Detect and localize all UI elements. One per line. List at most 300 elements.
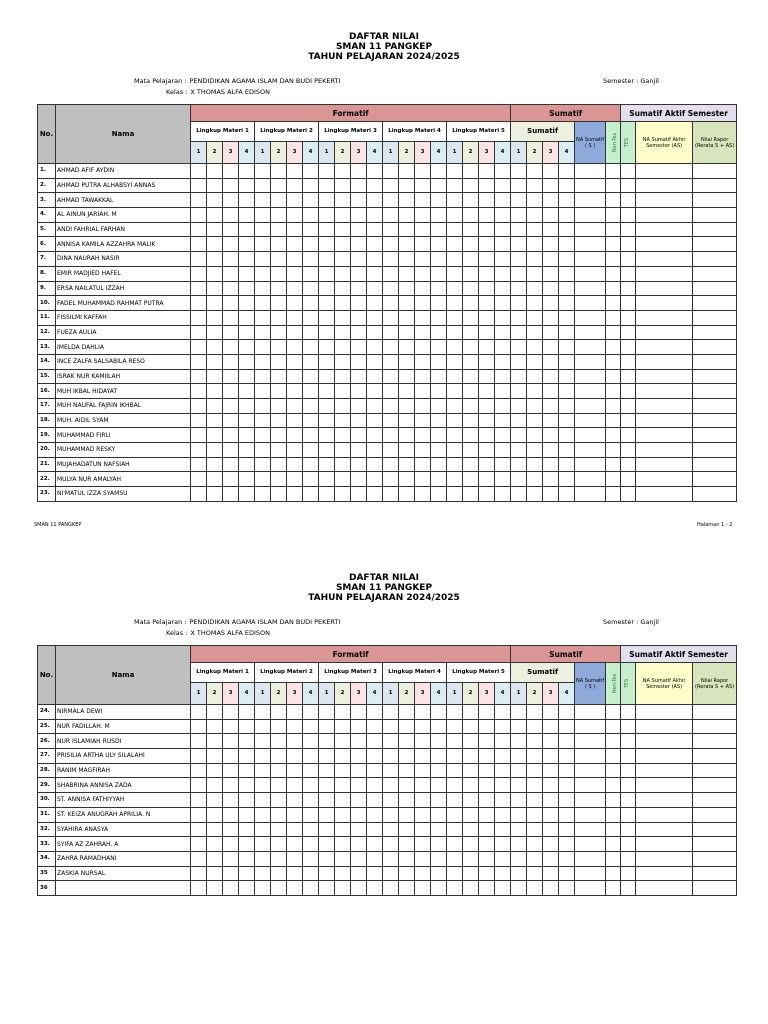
grade-cell[interactable] [495,340,511,355]
grade-cell[interactable] [399,266,415,281]
grade-cell[interactable] [239,443,255,458]
grade-cell[interactable] [543,281,559,296]
grade-cell[interactable] [693,793,737,808]
grade-cell[interactable] [431,705,447,720]
grade-cell[interactable] [239,822,255,837]
grade-cell[interactable] [399,296,415,311]
grade-cell[interactable] [223,822,239,837]
grade-cell[interactable] [383,325,399,340]
grade-cell[interactable] [575,807,606,822]
grade-cell[interactable] [575,472,606,487]
grade-cell[interactable] [271,384,287,399]
grade-cell[interactable] [415,822,431,837]
grade-cell[interactable] [271,487,287,502]
grade-cell[interactable] [527,164,543,179]
grade-cell[interactable] [575,369,606,384]
grade-cell[interactable] [191,310,207,325]
grade-cell[interactable] [415,837,431,852]
grade-cell[interactable] [223,457,239,472]
grade-cell[interactable] [255,340,271,355]
grade-cell[interactable] [303,778,319,793]
grade-cell[interactable] [399,866,415,881]
grade-cell[interactable] [415,399,431,414]
grade-cell[interactable] [463,296,479,311]
grade-cell[interactable] [239,705,255,720]
grade-cell[interactable] [511,164,527,179]
grade-cell[interactable] [319,369,335,384]
grade-cell[interactable] [636,778,693,793]
grade-cell[interactable] [239,487,255,502]
grade-cell[interactable] [399,807,415,822]
grade-cell[interactable] [527,296,543,311]
grade-cell[interactable] [693,428,737,443]
grade-cell[interactable] [636,340,693,355]
grade-cell[interactable] [636,266,693,281]
grade-cell[interactable] [287,472,303,487]
grade-cell[interactable] [383,763,399,778]
grade-cell[interactable] [367,719,383,734]
grade-cell[interactable] [431,719,447,734]
grade-cell[interactable] [335,457,351,472]
grade-cell[interactable] [271,881,287,896]
grade-cell[interactable] [191,325,207,340]
grade-cell[interactable] [415,164,431,179]
grade-cell[interactable] [621,369,636,384]
grade-cell[interactable] [223,369,239,384]
grade-cell[interactable] [399,837,415,852]
grade-cell[interactable] [335,881,351,896]
grade-cell[interactable] [693,837,737,852]
grade-cell[interactable] [527,778,543,793]
grade-cell[interactable] [319,164,335,179]
grade-cell[interactable] [543,237,559,252]
grade-cell[interactable] [223,296,239,311]
grade-cell[interactable] [207,164,223,179]
grade-cell[interactable] [271,413,287,428]
grade-cell[interactable] [271,369,287,384]
grade-cell[interactable] [621,354,636,369]
grade-cell[interactable] [575,734,606,749]
grade-cell[interactable] [287,384,303,399]
grade-cell[interactable] [255,413,271,428]
grade-cell[interactable] [191,281,207,296]
grade-cell[interactable] [383,837,399,852]
grade-cell[interactable] [383,881,399,896]
grade-cell[interactable] [271,252,287,267]
grade-cell[interactable] [606,763,621,778]
grade-cell[interactable] [207,837,223,852]
grade-cell[interactable] [271,705,287,720]
grade-cell[interactable] [575,325,606,340]
grade-cell[interactable] [383,705,399,720]
grade-cell[interactable] [399,472,415,487]
grade-cell[interactable] [383,851,399,866]
grade-cell[interactable] [239,237,255,252]
grade-cell[interactable] [319,472,335,487]
grade-cell[interactable] [543,881,559,896]
grade-cell[interactable] [383,296,399,311]
grade-cell[interactable] [319,208,335,223]
grade-cell[interactable] [527,237,543,252]
grade-cell[interactable] [431,310,447,325]
grade-cell[interactable] [431,778,447,793]
grade-cell[interactable] [636,399,693,414]
grade-cell[interactable] [271,399,287,414]
grade-cell[interactable] [255,734,271,749]
grade-cell[interactable] [287,866,303,881]
grade-cell[interactable] [479,237,495,252]
grade-cell[interactable] [527,193,543,208]
grade-cell[interactable] [351,763,367,778]
grade-cell[interactable] [511,487,527,502]
grade-cell[interactable] [319,487,335,502]
grade-cell[interactable] [511,222,527,237]
grade-cell[interactable] [463,837,479,852]
grade-cell[interactable] [479,281,495,296]
grade-cell[interactable] [621,252,636,267]
grade-cell[interactable] [303,369,319,384]
grade-cell[interactable] [447,837,463,852]
grade-cell[interactable] [415,443,431,458]
grade-cell[interactable] [543,164,559,179]
grade-cell[interactable] [447,237,463,252]
grade-cell[interactable] [636,749,693,764]
grade-cell[interactable] [575,793,606,808]
grade-cell[interactable] [636,881,693,896]
grade-cell[interactable] [191,763,207,778]
grade-cell[interactable] [621,310,636,325]
grade-cell[interactable] [287,881,303,896]
grade-cell[interactable] [447,822,463,837]
grade-cell[interactable] [207,851,223,866]
grade-cell[interactable] [447,369,463,384]
grade-cell[interactable] [303,443,319,458]
grade-cell[interactable] [335,763,351,778]
grade-cell[interactable] [495,384,511,399]
grade-cell[interactable] [319,749,335,764]
grade-cell[interactable] [447,340,463,355]
grade-cell[interactable] [399,734,415,749]
grade-cell[interactable] [527,428,543,443]
grade-cell[interactable] [693,719,737,734]
grade-cell[interactable] [447,354,463,369]
grade-cell[interactable] [239,763,255,778]
grade-cell[interactable] [621,837,636,852]
grade-cell[interactable] [239,354,255,369]
grade-cell[interactable] [239,778,255,793]
grade-cell[interactable] [606,866,621,881]
grade-cell[interactable] [463,281,479,296]
grade-cell[interactable] [636,354,693,369]
grade-cell[interactable] [319,281,335,296]
grade-cell[interactable] [223,851,239,866]
grade-cell[interactable] [383,164,399,179]
grade-cell[interactable] [383,807,399,822]
grade-cell[interactable] [447,472,463,487]
grade-cell[interactable] [693,472,737,487]
grade-cell[interactable] [606,778,621,793]
grade-cell[interactable] [447,413,463,428]
grade-cell[interactable] [479,866,495,881]
grade-cell[interactable] [351,310,367,325]
grade-cell[interactable] [636,763,693,778]
grade-cell[interactable] [223,487,239,502]
grade-cell[interactable] [463,443,479,458]
grade-cell[interactable] [367,296,383,311]
grade-cell[interactable] [207,719,223,734]
grade-cell[interactable] [621,443,636,458]
grade-cell[interactable] [335,164,351,179]
grade-cell[interactable] [191,208,207,223]
grade-cell[interactable] [271,340,287,355]
grade-cell[interactable] [479,734,495,749]
grade-cell[interactable] [447,222,463,237]
grade-cell[interactable] [223,310,239,325]
grade-cell[interactable] [335,354,351,369]
grade-cell[interactable] [693,208,737,223]
grade-cell[interactable] [527,354,543,369]
grade-cell[interactable] [415,793,431,808]
grade-cell[interactable] [335,487,351,502]
grade-cell[interactable] [463,457,479,472]
grade-cell[interactable] [463,369,479,384]
grade-cell[interactable] [621,325,636,340]
grade-cell[interactable] [527,807,543,822]
grade-cell[interactable] [191,837,207,852]
grade-cell[interactable] [495,208,511,223]
grade-cell[interactable] [207,281,223,296]
grade-cell[interactable] [271,310,287,325]
grade-cell[interactable] [191,178,207,193]
grade-cell[interactable] [367,178,383,193]
grade-cell[interactable] [303,881,319,896]
grade-cell[interactable] [207,413,223,428]
grade-cell[interactable] [415,428,431,443]
grade-cell[interactable] [255,178,271,193]
grade-cell[interactable] [335,296,351,311]
grade-cell[interactable] [527,340,543,355]
grade-cell[interactable] [606,705,621,720]
grade-cell[interactable] [303,472,319,487]
grade-cell[interactable] [191,734,207,749]
grade-cell[interactable] [287,208,303,223]
grade-cell[interactable] [463,866,479,881]
grade-cell[interactable] [527,208,543,223]
grade-cell[interactable] [447,310,463,325]
grade-cell[interactable] [431,178,447,193]
grade-cell[interactable] [575,487,606,502]
grade-cell[interactable] [415,881,431,896]
grade-cell[interactable] [271,164,287,179]
grade-cell[interactable] [575,763,606,778]
grade-cell[interactable] [191,749,207,764]
grade-cell[interactable] [287,369,303,384]
grade-cell[interactable] [223,413,239,428]
grade-cell[interactable] [559,164,575,179]
grade-cell[interactable] [606,354,621,369]
grade-cell[interactable] [415,749,431,764]
grade-cell[interactable] [367,763,383,778]
grade-cell[interactable] [255,749,271,764]
grade-cell[interactable] [543,443,559,458]
grade-cell[interactable] [319,384,335,399]
grade-cell[interactable] [575,851,606,866]
grade-cell[interactable] [287,252,303,267]
grade-cell[interactable] [575,428,606,443]
grade-cell[interactable] [207,749,223,764]
grade-cell[interactable] [463,193,479,208]
grade-cell[interactable] [621,296,636,311]
grade-cell[interactable] [351,457,367,472]
grade-cell[interactable] [239,428,255,443]
grade-cell[interactable] [495,178,511,193]
grade-cell[interactable] [527,705,543,720]
grade-cell[interactable] [621,487,636,502]
grade-cell[interactable] [447,296,463,311]
grade-cell[interactable] [636,325,693,340]
grade-cell[interactable] [191,881,207,896]
grade-cell[interactable] [319,428,335,443]
grade-cell[interactable] [223,428,239,443]
grade-cell[interactable] [527,325,543,340]
grade-cell[interactable] [399,369,415,384]
grade-cell[interactable] [575,457,606,472]
grade-cell[interactable] [335,208,351,223]
grade-cell[interactable] [543,428,559,443]
grade-cell[interactable] [207,778,223,793]
grade-cell[interactable] [287,178,303,193]
grade-cell[interactable] [223,266,239,281]
grade-cell[interactable] [479,881,495,896]
grade-cell[interactable] [431,340,447,355]
grade-cell[interactable] [559,866,575,881]
grade-cell[interactable] [367,778,383,793]
grade-cell[interactable] [621,237,636,252]
grade-cell[interactable] [693,749,737,764]
grade-cell[interactable] [447,399,463,414]
grade-cell[interactable] [693,178,737,193]
grade-cell[interactable] [303,296,319,311]
grade-cell[interactable] [636,384,693,399]
grade-cell[interactable] [636,369,693,384]
grade-cell[interactable] [495,866,511,881]
grade-cell[interactable] [239,734,255,749]
grade-cell[interactable] [479,705,495,720]
grade-cell[interactable] [621,763,636,778]
grade-cell[interactable] [621,793,636,808]
grade-cell[interactable] [543,487,559,502]
grade-cell[interactable] [303,281,319,296]
grade-cell[interactable] [191,487,207,502]
grade-cell[interactable] [207,384,223,399]
grade-cell[interactable] [447,178,463,193]
grade-cell[interactable] [431,734,447,749]
grade-cell[interactable] [575,281,606,296]
grade-cell[interactable] [415,866,431,881]
grade-cell[interactable] [606,719,621,734]
grade-cell[interactable] [527,851,543,866]
grade-cell[interactable] [367,734,383,749]
grade-cell[interactable] [543,178,559,193]
grade-cell[interactable] [495,793,511,808]
grade-cell[interactable] [415,719,431,734]
grade-cell[interactable] [383,193,399,208]
grade-cell[interactable] [255,399,271,414]
grade-cell[interactable] [431,472,447,487]
grade-cell[interactable] [575,354,606,369]
grade-cell[interactable] [271,763,287,778]
grade-cell[interactable] [621,222,636,237]
grade-cell[interactable] [636,443,693,458]
grade-cell[interactable] [495,325,511,340]
grade-cell[interactable] [511,413,527,428]
grade-cell[interactable] [636,310,693,325]
grade-cell[interactable] [191,296,207,311]
grade-cell[interactable] [693,778,737,793]
grade-cell[interactable] [543,705,559,720]
grade-cell[interactable] [367,340,383,355]
grade-cell[interactable] [399,310,415,325]
grade-cell[interactable] [303,837,319,852]
grade-cell[interactable] [543,325,559,340]
grade-cell[interactable] [367,237,383,252]
grade-cell[interactable] [399,487,415,502]
grade-cell[interactable] [621,208,636,223]
grade-cell[interactable] [287,734,303,749]
grade-cell[interactable] [575,413,606,428]
grade-cell[interactable] [191,443,207,458]
grade-cell[interactable] [207,428,223,443]
grade-cell[interactable] [559,881,575,896]
grade-cell[interactable] [693,369,737,384]
grade-cell[interactable] [543,413,559,428]
grade-cell[interactable] [636,734,693,749]
grade-cell[interactable] [693,734,737,749]
grade-cell[interactable] [606,472,621,487]
grade-cell[interactable] [621,178,636,193]
grade-cell[interactable] [636,837,693,852]
grade-cell[interactable] [367,413,383,428]
grade-cell[interactable] [543,822,559,837]
grade-cell[interactable] [351,296,367,311]
grade-cell[interactable] [431,866,447,881]
grade-cell[interactable] [207,457,223,472]
grade-cell[interactable] [367,354,383,369]
grade-cell[interactable] [575,778,606,793]
grade-cell[interactable] [271,851,287,866]
grade-cell[interactable] [191,457,207,472]
grade-cell[interactable] [207,178,223,193]
grade-cell[interactable] [255,384,271,399]
grade-cell[interactable] [621,881,636,896]
grade-cell[interactable] [271,807,287,822]
grade-cell[interactable] [335,384,351,399]
grade-cell[interactable] [447,763,463,778]
grade-cell[interactable] [693,164,737,179]
grade-cell[interactable] [399,281,415,296]
grade-cell[interactable] [511,793,527,808]
grade-cell[interactable] [636,428,693,443]
grade-cell[interactable] [606,734,621,749]
grade-cell[interactable] [636,457,693,472]
grade-cell[interactable] [511,281,527,296]
grade-cell[interactable] [415,222,431,237]
grade-cell[interactable] [255,763,271,778]
grade-cell[interactable] [636,793,693,808]
grade-cell[interactable] [543,778,559,793]
grade-cell[interactable] [559,472,575,487]
grade-cell[interactable] [511,266,527,281]
